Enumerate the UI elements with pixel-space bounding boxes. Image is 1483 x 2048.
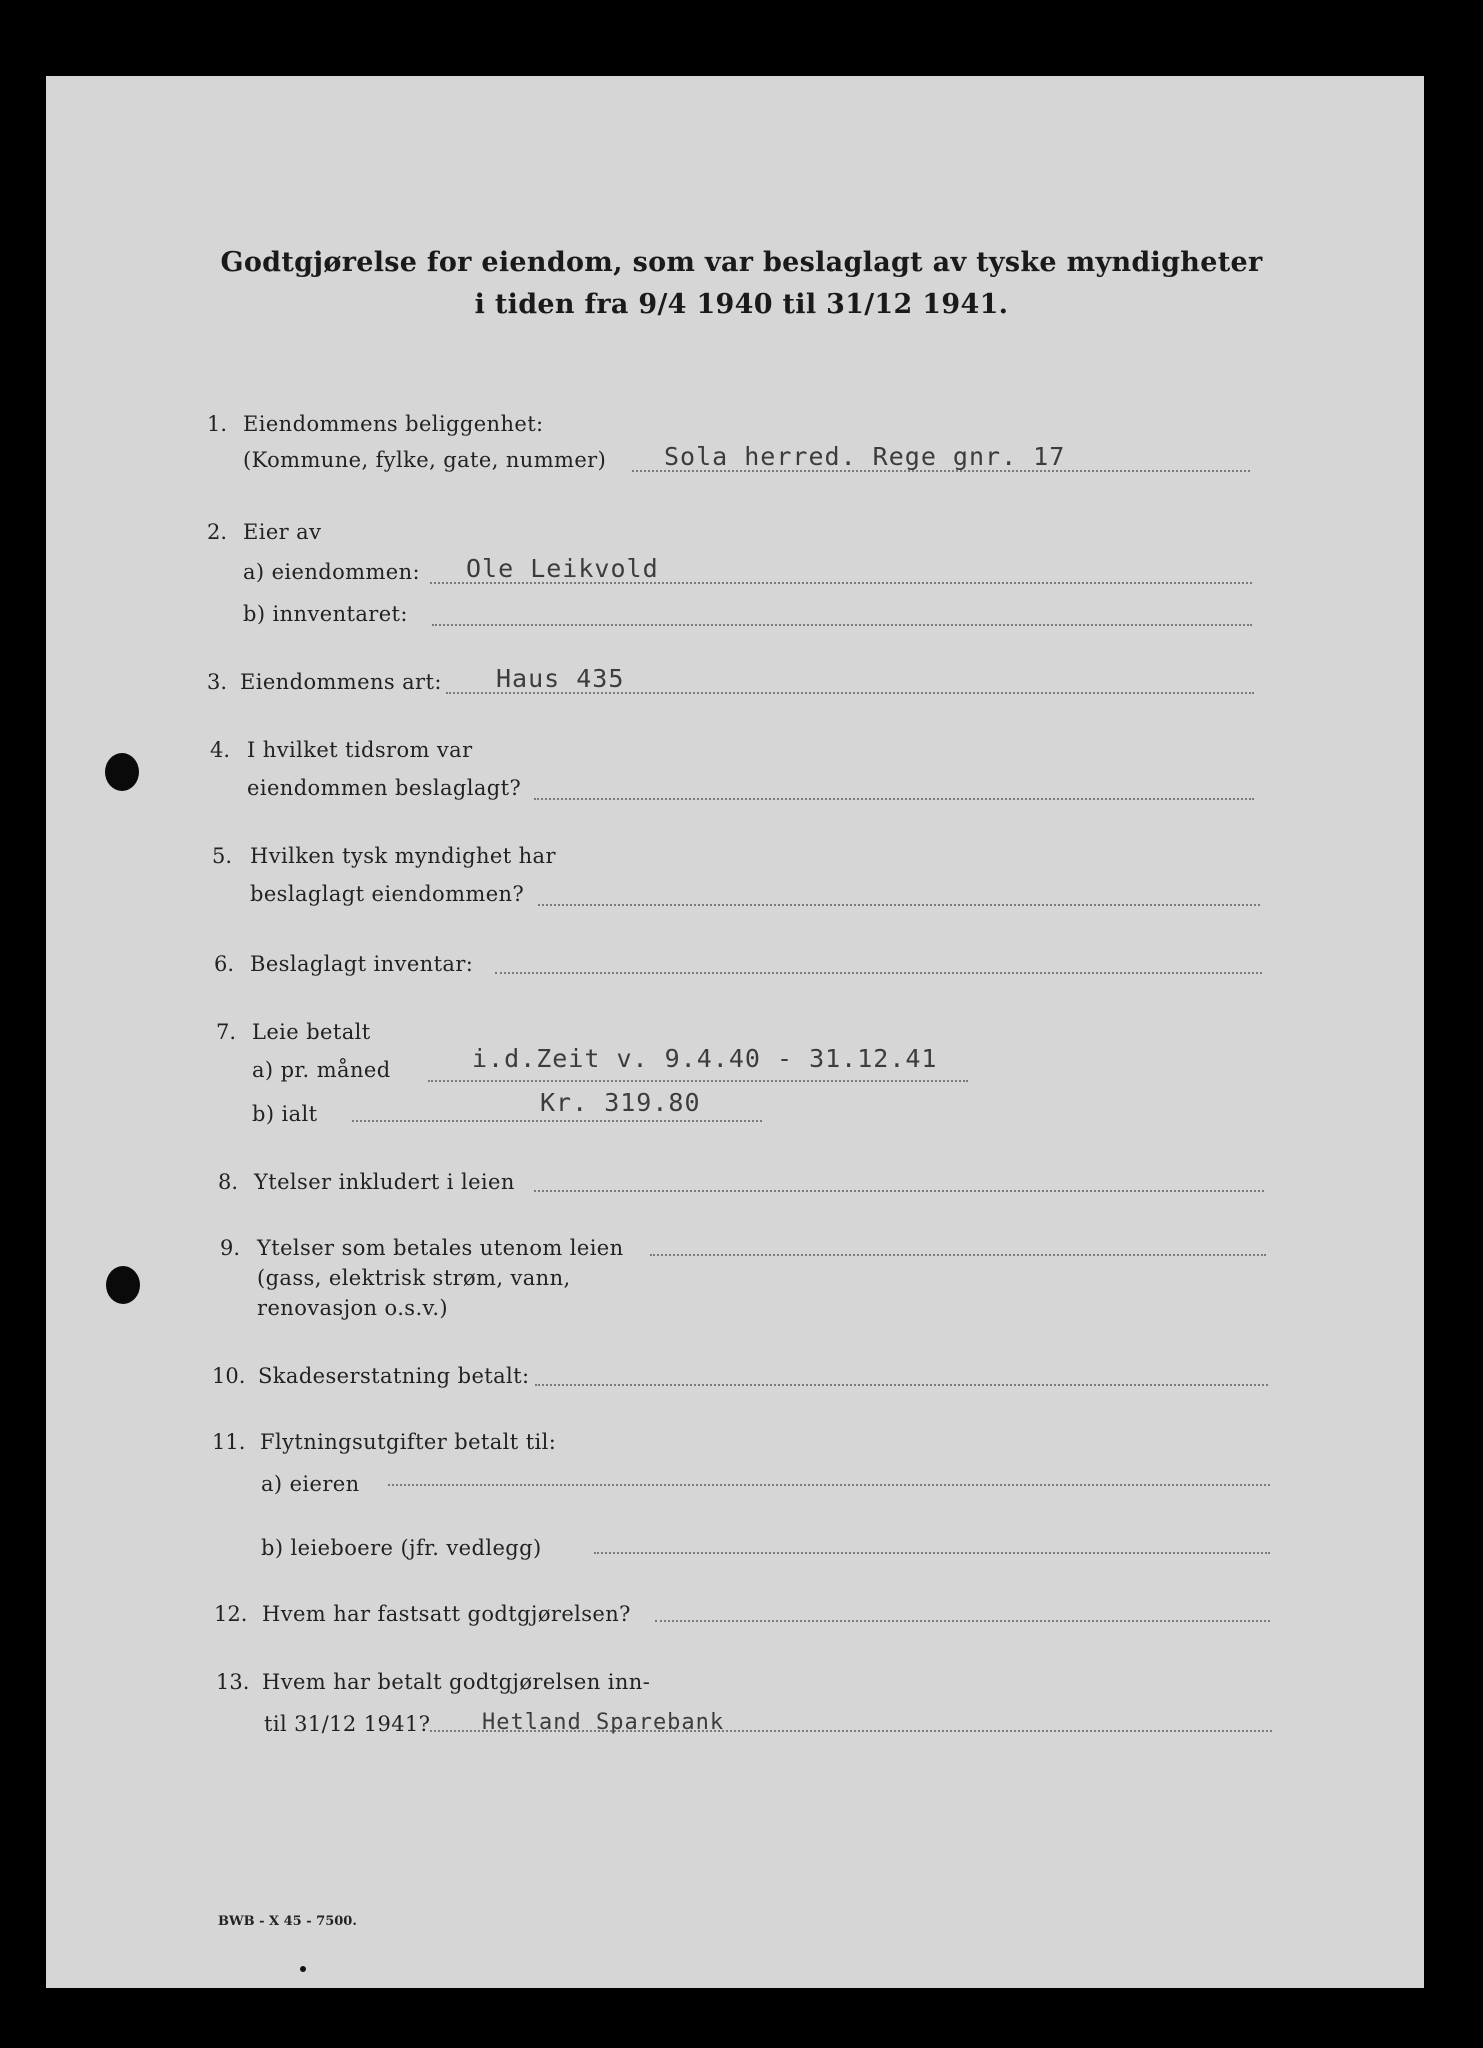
q5-sublabel: beslaglagt eiendommen? (250, 882, 525, 906)
q6-fill-line (495, 972, 1262, 974)
q11b-fill-line (594, 1552, 1270, 1554)
q4-number: 4. (210, 738, 231, 762)
q5-number: 5. (212, 844, 233, 868)
q1-label: Eiendommens beliggenhet: (243, 412, 544, 436)
q6-label: Beslaglagt inventar: (250, 952, 474, 976)
q11-label: Flytningsutgifter betalt til: (260, 1430, 557, 1454)
q5-label: Hvilken tysk myndighet har (250, 844, 556, 868)
q7-label: Leie betalt (252, 1020, 371, 1044)
q12-fill-line (655, 1620, 1270, 1622)
form-title-line2: i tiden fra 9/4 1940 til 31/12 1941. (474, 289, 1009, 320)
q2b-fill-line (432, 624, 1252, 626)
q8-label: Ytelser inkludert i leien (254, 1170, 515, 1194)
q13-sublabel: til 31/12 1941? (264, 1712, 431, 1736)
q7a-label: a) pr. måned (252, 1058, 391, 1082)
q1-number: 1. (207, 412, 228, 436)
q4-label: I hvilket tidsrom var (247, 738, 473, 762)
q2-label: Eier av (243, 520, 322, 544)
form-footer-code: BWB - X 45 - 7500. (218, 1914, 357, 1929)
q3-value: Haus 435 (496, 664, 625, 693)
q9-sub1: (gass, elektrisk strøm, vann, (257, 1266, 571, 1290)
q2a-value: Ole Leikvold (466, 554, 659, 583)
q2b-label: b) innventaret: (243, 602, 408, 626)
q11-number: 11. (212, 1430, 246, 1454)
q12-number: 12. (214, 1602, 248, 1626)
q4-sublabel: eiendommen beslaglagt? (247, 776, 522, 800)
q4-fill-line (534, 798, 1254, 800)
paper-speck (300, 1966, 306, 1972)
q3-number: 3. (207, 670, 228, 694)
q7a-fill-line (428, 1080, 968, 1082)
q3-label: Eiendommens art: (240, 670, 442, 694)
q9-label: Ytelser som betales utenom leien (257, 1236, 624, 1260)
q8-number: 8. (218, 1170, 239, 1194)
q13-value: Hetland Sparebank (482, 1710, 725, 1735)
q10-label: Skadeserstatning betalt: (258, 1364, 530, 1388)
q7-number: 7. (216, 1020, 237, 1044)
q10-fill-line (535, 1384, 1268, 1386)
q7b-fill-line (352, 1120, 762, 1122)
q6-number: 6. (214, 952, 235, 976)
q11a-fill-line (388, 1484, 1270, 1486)
q7b-label: b) ialt (252, 1102, 318, 1126)
q11a-label: a) eieren (261, 1472, 360, 1496)
q5-fill-line (538, 904, 1260, 906)
punch-hole-bottom (106, 1266, 140, 1304)
q1-value: Sola herred. Rege gnr. 17 (664, 442, 1066, 471)
q12-label: Hvem har fastsatt godtgjørelsen? (262, 1602, 631, 1626)
q13-number: 13. (216, 1670, 250, 1694)
q1-sublabel: (Kommune, fylke, gate, nummer) (243, 448, 607, 472)
q9-fill-line (650, 1254, 1266, 1256)
q9-number: 9. (220, 1236, 241, 1260)
q7b-value: Kr. 319.80 (540, 1088, 701, 1117)
q9-sub2: renovasjon o.s.v.) (257, 1296, 448, 1320)
q13-label: Hvem har betalt godtgjørelsen inn- (262, 1670, 651, 1694)
punch-hole-top (105, 753, 139, 791)
q2a-label: a) eiendommen: (243, 560, 421, 584)
form-title-line1: Godtgjørelse for eiendom, som var beslaglagt av tyske myndigheter (220, 247, 1263, 278)
q2-number: 2. (207, 520, 228, 544)
q10-number: 10. (212, 1364, 246, 1388)
q8-fill-line (534, 1190, 1264, 1192)
q7a-value: i.d.Zeit v. 9.4.40 - 31.12.41 (472, 1044, 938, 1073)
q11b-label: b) leieboere (jfr. vedlegg) (261, 1536, 542, 1560)
